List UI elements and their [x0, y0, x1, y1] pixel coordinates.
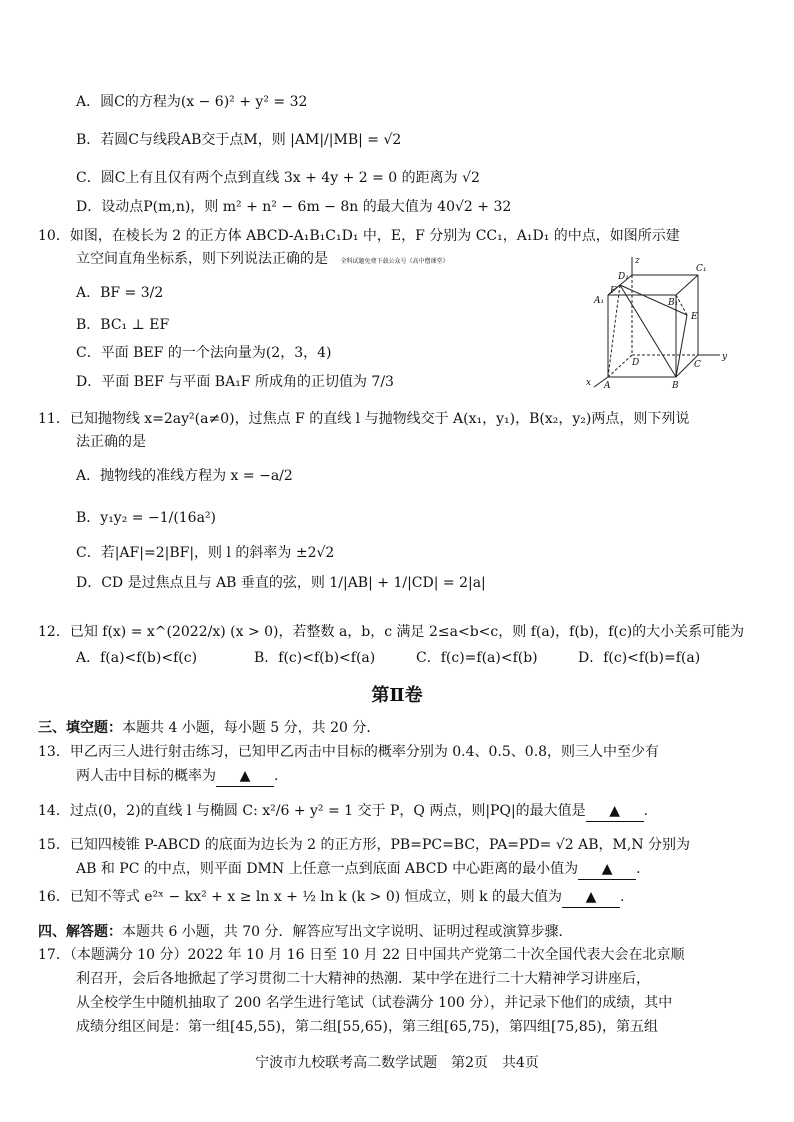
part3-heading: 三、填空题： [38, 720, 122, 736]
q11-stem-line2: 法正确的是 [76, 434, 146, 450]
part4-heading: 四、解答题： [38, 924, 122, 940]
q15-line2: AB 和 PC 的中点，则平面 DMN 上任意一点到底面 ABCD 中心距离的最小值为 ▲ . [76, 859, 641, 880]
answer-blank: ▲ [586, 801, 644, 822]
axis-z-label: z [635, 256, 640, 266]
axis-x-label: x [586, 378, 592, 388]
section-title: 第Ⅱ卷 [371, 685, 423, 706]
label-c: C [694, 360, 701, 370]
q9-option-b: B．若圆C与线段AB交于点M，则 |AM|/|MB| = √2 [76, 132, 402, 148]
q10-option-d: D．平面 BEF 与平面 BA₁F 所成角的正切值为 7/3 [76, 374, 394, 390]
q10-option-a: A．BF = 3/2 [76, 285, 164, 301]
q17-line3: 从全校学生中随机抽取了 200 名学生进行笔试（试卷满分 100 分），并记录下他们的成绩，其中 [76, 995, 673, 1011]
answer-blank: ▲ [562, 887, 620, 908]
part3-heading-line [38, 718, 380, 738]
q12-option-d: D．f(c)<f(b)=f(a) [578, 650, 701, 666]
q9-option-d: D．设动点P(m,n)，则 m² + n² − 6m − 8n 的最大值为 40√2 + 32 [76, 199, 512, 215]
q11-stem-line1: 11．已知抛物线 x=2ay²(a≠0)，过焦点 F 的直线 l 与抛物线交于 A(x₁，y₁)，B(x₂，y₂)两点，则下列说 [38, 411, 690, 427]
q12-option-b: B．f(c)<f(b)<f(a) [254, 650, 376, 666]
q12-option-c: C．f(c)=f(a)<f(b) [416, 650, 538, 666]
q14: 14．过点(0，2)的直线 l 与椭圆 C: x²/6 + y² = 1 交于 P，Q 两点，则|PQ|的最大值是 ▲ . [38, 801, 648, 822]
q12-stem: 12．已知 f(x) = x^(2022/x) (x > 0)，若整数 a，b，c 满足 2≤a<b<c，则 f(a)，f(b)，f(c)的大小关系可能为 [38, 624, 745, 640]
label-f: F [610, 286, 617, 296]
q10-stem-line1: 10．如图，在棱长为 2 的正方体 ABCD-A₁B₁C₁D₁ 中，E，F 分别为 CC₁，A₁D₁ 的中点，如图所示建 [38, 228, 680, 244]
q15-line1: 15．已知四棱锥 P-ABCD 的底面为边长为 2 的正方形，PB=PC=BC，PA=PD= √2 AB，M,N 分别为 [38, 837, 691, 853]
page-footer: 宁波市九校联考高二数学试题 第2页 共4页 [255, 1055, 539, 1071]
q10-option-b: B．BC₁ ⊥ EF [76, 317, 170, 333]
q12-option-a: A．f(a)<f(b)<f(c) [76, 650, 198, 666]
answer-blank: ▲ [216, 766, 274, 787]
q9-option-c: C．圆C上有且仅有两个点到直线 3x + 4y + 2 = 0 的距离为 √2 [76, 170, 480, 186]
q11-option-b: B．y₁y₂ = −1/(16a²) [76, 510, 217, 526]
label-d1: D₁ [618, 272, 629, 282]
q10-stem-line2: 立空间直角坐标系，则下列说法正确的是 全科试题免费下载公众号《高中僧课堂》 [76, 251, 449, 267]
q17-line4: 成绩分组区间是：第一组[45,55)，第二组[55,65)，第三组[65,75)，第四组[75,85)，第五组 [76, 1019, 659, 1035]
label-a: A [604, 381, 611, 391]
q13-line2: 两人击中目标的概率为 ▲ . [76, 766, 278, 787]
label-e: E [691, 312, 698, 322]
q11-option-d: D．CD 是过焦点且与 AB 垂直的弦，则 1/|AB| + 1/|CD| = 2|a| [76, 575, 486, 591]
axis-y-label: y [722, 352, 728, 362]
q13-line1: 13．甲乙丙三人进行射击练习，已知甲乙丙击中目标的概率分别为 0.4、0.5、0.8，则三人中至少有 [38, 744, 660, 760]
cube-figure [580, 255, 770, 395]
part4-heading-line [38, 922, 573, 942]
q11-option-c: C．若|AF|=2|BF|，则 l 的斜率为 ±2√2 [76, 545, 335, 561]
q17-line2: 利召开，会后各地掀起了学习贯彻二十大精神的热潮．某中学在进行二十大精神学习讲座后， [76, 971, 650, 987]
label-b: B [672, 381, 679, 391]
watermark: 全科试题免费下载公众号《高中僧课堂》 [340, 258, 449, 265]
q9-option-a: A．圆C的方程为(x − 6)² + y² = 32 [76, 94, 308, 110]
label-a1: A₁ [594, 296, 605, 306]
answer-blank: ▲ [578, 859, 636, 880]
q11-option-a: A．抛物线的准线方程为 x = −a/2 [76, 468, 293, 484]
q10-option-c: C．平面 BEF 的一个法向量为(2，3，4) [76, 345, 332, 361]
label-d: D [632, 358, 640, 368]
q16: 16．已知不等式 e²ˣ − kx² + x ≥ ln x + ½ ln k (k > 0) 恒成立，则 k 的最大值为 ▲ . [38, 887, 624, 908]
part4-desc: 本题共 6 小题，共 70 分．解答应写出文字说明、证明过程或演算步骤． [122, 924, 573, 940]
label-c1: C₁ [696, 264, 707, 274]
q17-line1: 17．（本题满分 10 分）2022 年 10 月 16 日至 10 月 22 日中国共产党第二十次全国代表大会在北京顺 [38, 947, 685, 963]
label-b1: B₁ [668, 298, 679, 308]
part3-desc: 本题共 4 小题，每小题 5 分，共 20 分． [122, 720, 381, 736]
